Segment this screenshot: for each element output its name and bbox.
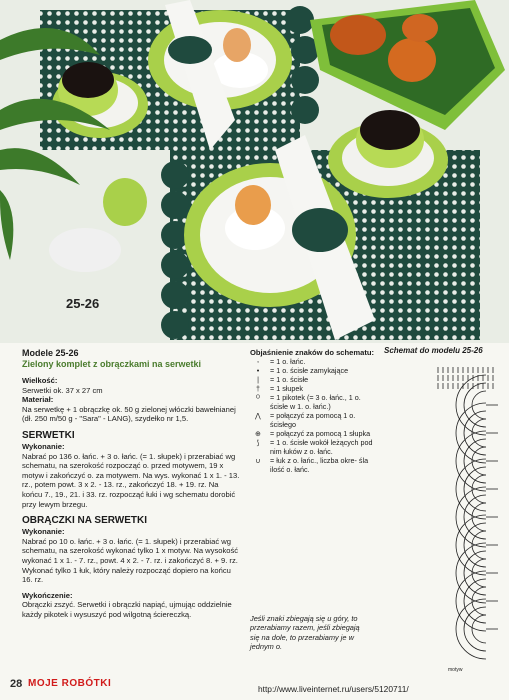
obraczki-heading: OBRĄCZKI NA SERWETKI — [22, 515, 147, 527]
fan-arc — [456, 515, 486, 575]
source-url: http://www.liveinternet.ru/users/5120711/ — [258, 684, 409, 694]
obraczki-wykonanie-label: Wykonanie: — [22, 527, 65, 537]
legend-text: = 1 o. ścisłe — [270, 375, 309, 384]
legend-title: Objaśnienie znaków do schematu: — [250, 348, 375, 357]
legend-symbol: | — [257, 375, 259, 384]
legend-text: = 1 słupek — [270, 384, 303, 393]
chart-diagram — [386, 355, 504, 675]
photo-illustration — [0, 0, 509, 343]
legend-item — [250, 384, 380, 393]
legend-item — [250, 411, 380, 429]
legend-item — [250, 393, 380, 411]
text-area — [0, 343, 509, 700]
legend-item — [250, 375, 380, 384]
material-label: Materiał: — [22, 395, 54, 405]
legend-item — [250, 366, 380, 375]
wykonczenie-label: Wykończenie: — [22, 590, 73, 600]
wykonczenie-text: Obrączki zszyć. Serwetki i obrączki napiąć, ujmując oddzielnie każdy pikotek i wysuszyć pod wilgotną ściereczką. — [22, 600, 232, 619]
motif-label: motyw — [448, 667, 463, 673]
fan-arc — [456, 431, 486, 491]
fan-arc — [456, 459, 486, 519]
fan-arc — [456, 375, 486, 435]
size-label: Wielkość: — [22, 376, 58, 385]
photo-caption: 25-26 — [66, 296, 100, 311]
page-footer — [0, 670, 509, 700]
legend-symbol: ᴼ — [256, 393, 260, 402]
fan-arc — [456, 487, 486, 547]
legend-item — [250, 456, 380, 474]
fan-arc — [456, 571, 486, 631]
serwetki-text: Nabrać po 136 o. łańc. + 3 o. łańc. (= 1. słupek) i przerabiać wg schematu, na szerokość rozpocząć o. przed motywem, 19 x motyw i zakończyć o. za motywem. Na wys. wykonać 1 x 1. - 13. rz., potem powt. 3 x 2. - 13. rz., zakończyć 18. + 19. rz. Na końcu 7., 19., 21. i 33. rz. rozpocząć łuki i wg schematu dorobić przy lewym brzegu. — [22, 451, 240, 509]
legend-list — [250, 357, 380, 474]
legend-item — [250, 357, 380, 366]
legend-symbol: ⊕ — [254, 429, 262, 438]
fan-arc — [456, 543, 486, 603]
fan-arc — [456, 403, 486, 463]
legend-text: = 1 o. ścisłe zamykające — [270, 366, 349, 375]
legend-symbol: • — [256, 366, 260, 375]
crochet-chart — [386, 346, 504, 691]
legend-item — [250, 429, 380, 438]
instructions-column — [22, 348, 240, 619]
chart-title: Schemat do modelu 25-26 — [384, 346, 483, 355]
legend — [250, 348, 380, 474]
legend-text: = 1 o. łańc. — [270, 357, 306, 366]
shaker-green — [103, 178, 147, 226]
page-number: 28 — [10, 678, 23, 690]
obraczki-text: Nabrać po 10 o. łańc. + 3 o. łańc. (= 1. słupek) i przerabiać wg schematu, na szerokość wykonać tylko 1 x motyw. Na wysokość wykonać 1 x 1. - 7. rz., powt. 4 x 2. - 7. rz. i zakończyć 8. + 9. rz. Wykonać tylko 1 łuk, który należy rozpocząć dopiero na końcu 16. rz. — [22, 536, 239, 585]
model-subtitle: Zielony komplet z obrączkami na serwetki — [22, 359, 202, 369]
chart-note: Jeśli znaki zbiegają się u góry, to przerabiamy razem, jeśli zbiegają się na dole, to przerabiamy je w jednym o. — [250, 614, 360, 652]
legend-text: = łuk z o. łańc., liczba okre- śla ilość o. łańc. — [270, 456, 369, 474]
legend-symbol: ∪ — [255, 456, 261, 465]
legend-text: = połączyć za pomocą 1 o. ścisłego — [270, 411, 356, 429]
product-photo — [0, 0, 509, 343]
fan-arc — [456, 599, 486, 659]
legend-symbol: † — [256, 384, 260, 393]
model-title: Modele 25-26 — [22, 348, 79, 358]
legend-item — [250, 438, 380, 456]
legend-text: = 1 pikotek (= 3 o. łańc., 1 o. ścisłe w 1. o. łańc.) — [270, 393, 361, 411]
legend-symbol: ⟆ — [256, 438, 260, 447]
shaker-white — [49, 228, 121, 272]
legend-text: = 1 o. ścisłe wokół leżących pod nim łuków z o. łańc. — [270, 438, 373, 456]
legend-symbol: ⋀ — [255, 411, 261, 420]
serwetki-wykonanie-label: Wykonanie: — [22, 441, 65, 451]
legend-symbol: ◦ — [256, 357, 260, 366]
serwetki-heading: SERWETKI — [22, 429, 75, 441]
magazine-name: MOJE ROBÓTKI — [28, 678, 112, 689]
size-text: Serwetki ok. 37 x 27 cm — [22, 385, 103, 395]
legend-text: = połączyć za pomocą 1 słupka — [270, 429, 371, 438]
material-text: Na serwetkę + 1 obrączkę ok. 50 g zielonej włóczki bawełnianej (dł. 250 m/50 g - "Sara" - LANG), szydełko nr 1,5. — [22, 404, 236, 424]
